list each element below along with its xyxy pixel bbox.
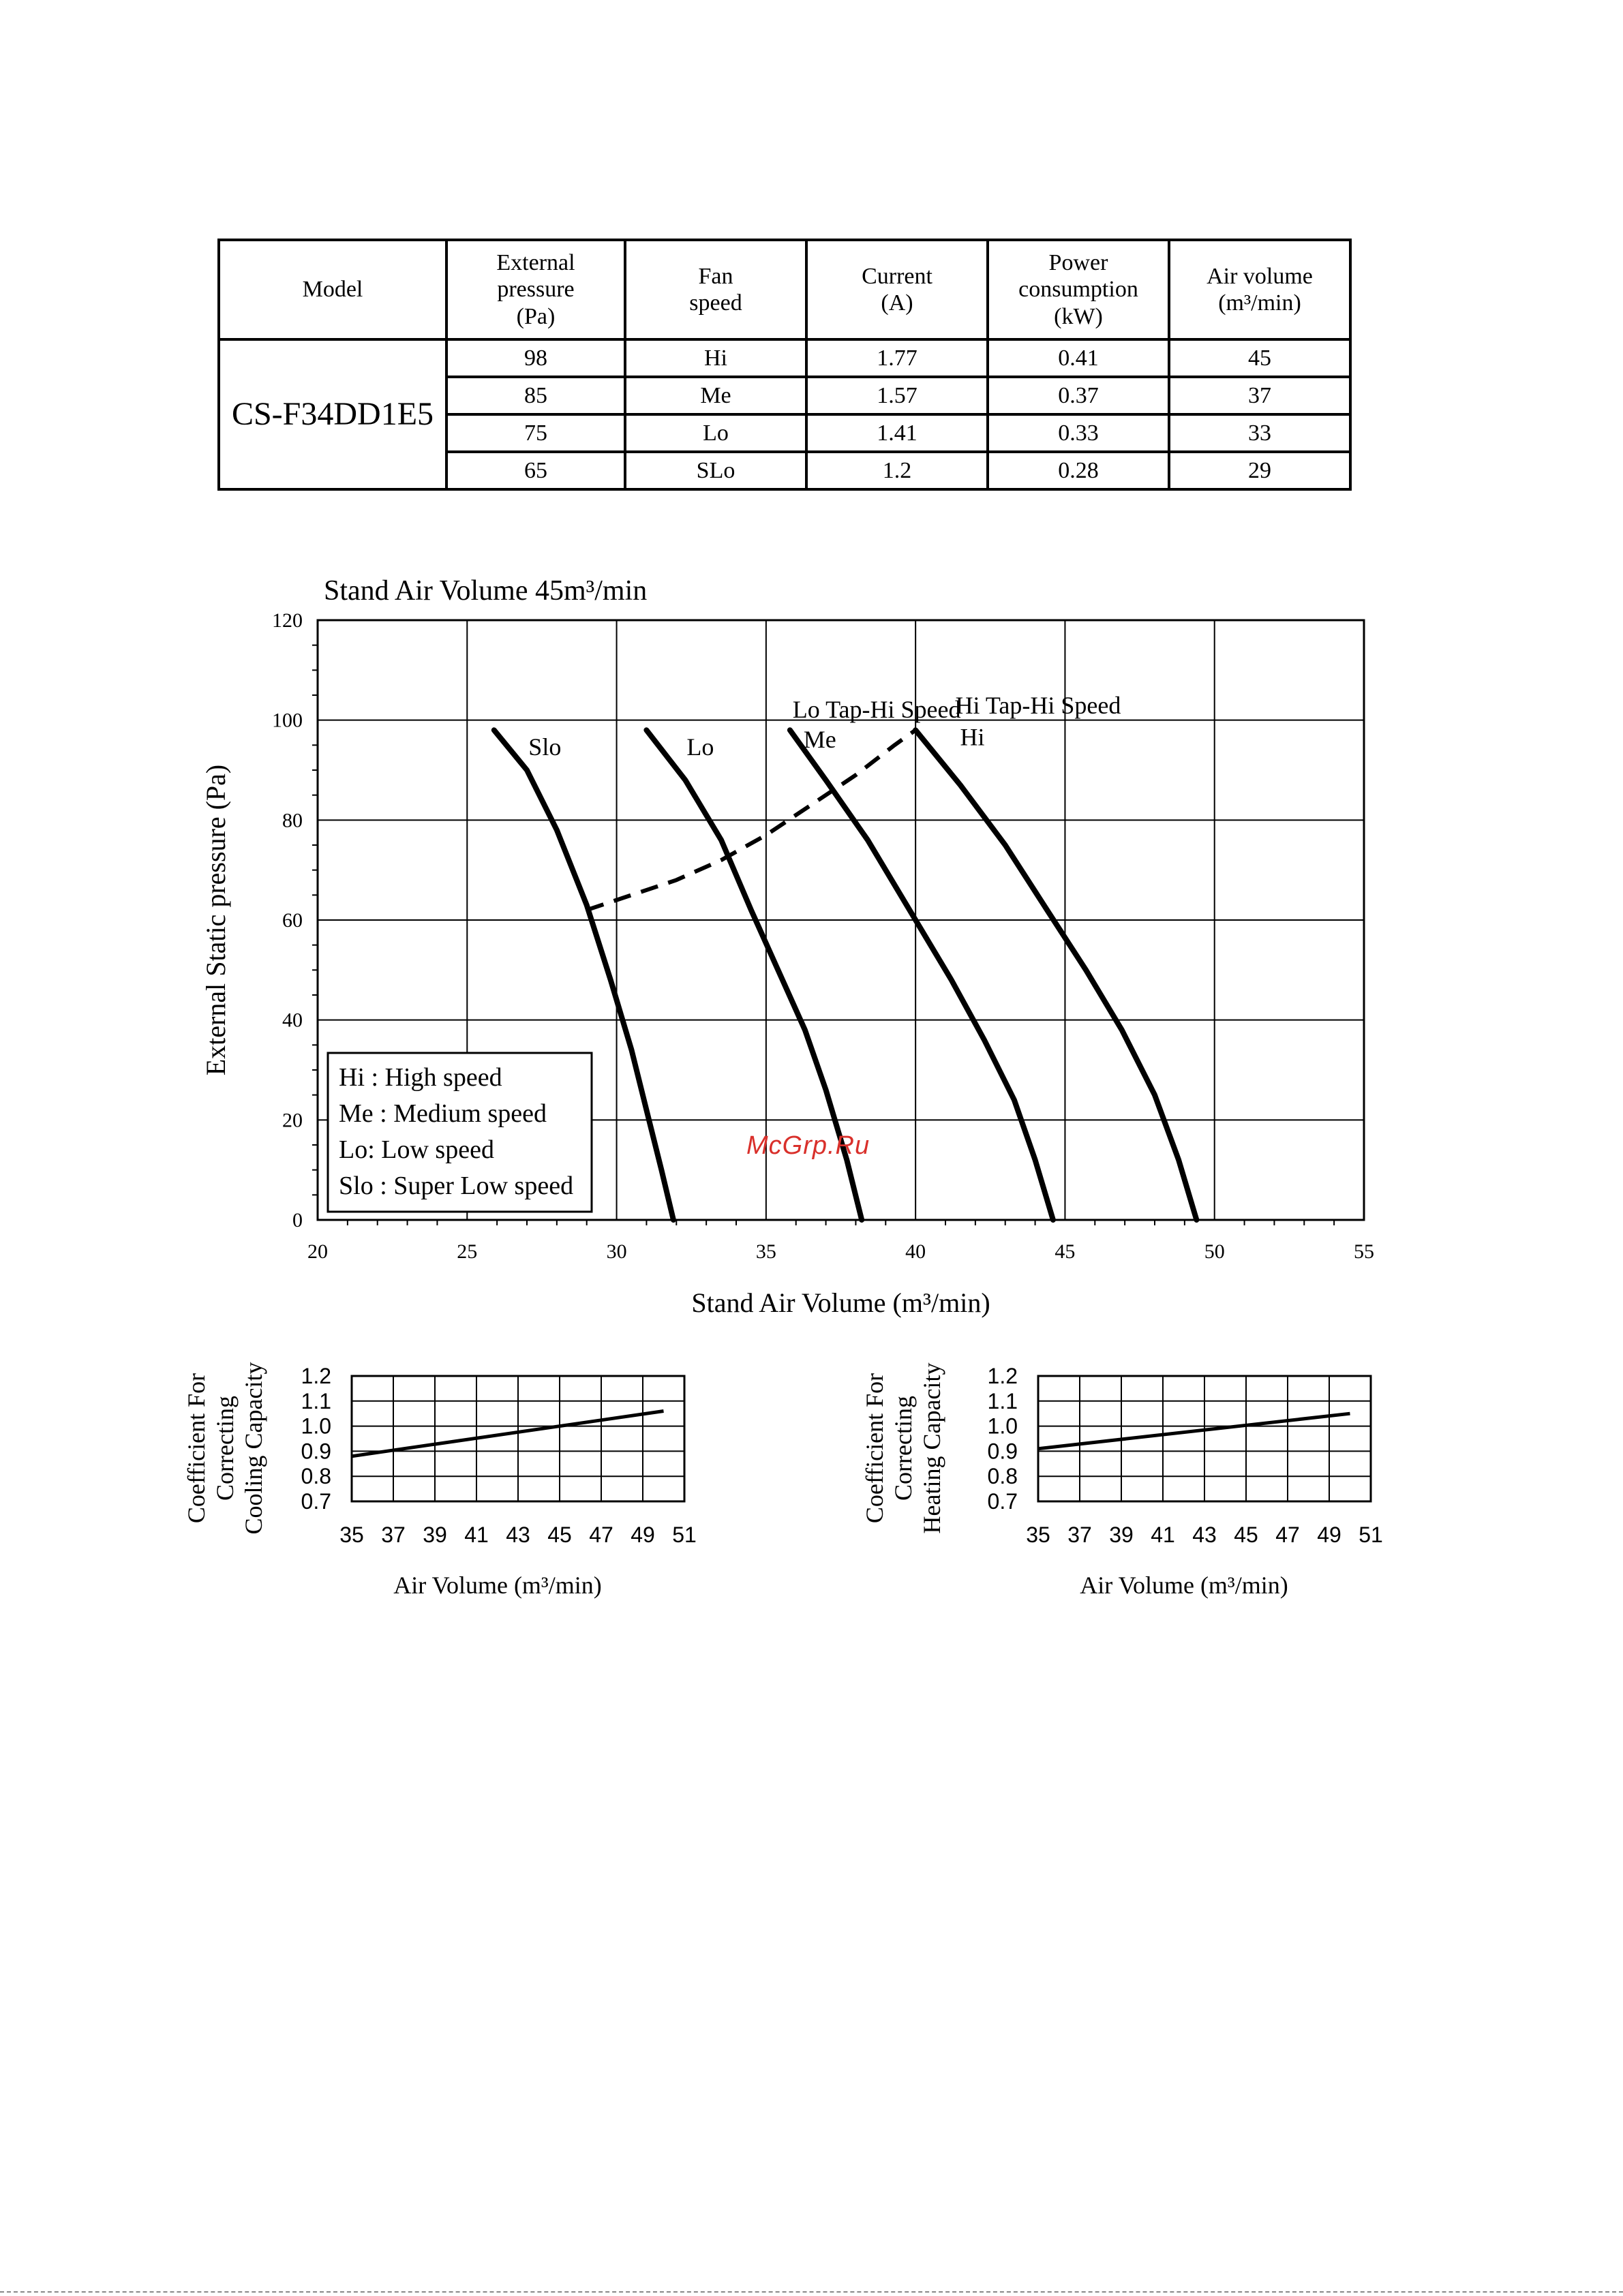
- y-tick-label: 0: [292, 1209, 303, 1231]
- x-tick-label: 37: [381, 1522, 406, 1547]
- legend-item: Me : Medium speed: [339, 1099, 547, 1128]
- page-edge-divider: [0, 2291, 1623, 2293]
- y-tick-label: 40: [282, 1009, 303, 1032]
- x-tick-label: 37: [1067, 1522, 1092, 1547]
- curve-annotation: Slo: [528, 733, 562, 761]
- header-current: Current (A): [806, 240, 988, 339]
- y-tick-label: 80: [282, 809, 303, 832]
- x-tick-label: 35: [1026, 1522, 1050, 1547]
- y-tick-label: 1.0: [987, 1413, 1018, 1439]
- header-air-volume: Air volume (m³/min): [1169, 240, 1350, 339]
- curve-annotation: Lo Tap-Hi Speed: [792, 696, 961, 723]
- y-tick-label: 1.0: [301, 1413, 331, 1439]
- y-tick-label: 20: [282, 1109, 303, 1132]
- x-tick-label: 43: [1192, 1522, 1217, 1547]
- cell-air-volume: 29: [1169, 452, 1350, 489]
- y-tick-label: 0.9: [987, 1439, 1018, 1464]
- y-tick-label: 1.1: [987, 1388, 1018, 1413]
- x-tick-label: 47: [589, 1522, 613, 1547]
- cell-fan-speed: SLo: [625, 452, 806, 489]
- cell-current: 1.41: [806, 414, 988, 452]
- x-tick-label: 45: [547, 1522, 572, 1547]
- cell-fan-speed: Me: [625, 377, 806, 414]
- x-tick-label: 51: [672, 1522, 697, 1547]
- x-tick-label: 39: [423, 1522, 447, 1547]
- x-tick-label: 35: [339, 1522, 364, 1547]
- y-axis-label-line: Correcting: [211, 1396, 239, 1501]
- x-tick-label: 39: [1109, 1522, 1134, 1547]
- y-tick-label: 0.8: [987, 1464, 1018, 1489]
- curve-annotation: Hi Tap-Hi Speed: [955, 692, 1121, 720]
- cell-fan-speed: Hi: [625, 339, 806, 377]
- x-tick-label: 41: [1151, 1522, 1175, 1547]
- curve-annotation: Lo: [686, 733, 714, 761]
- x-axis-label: Air Volume (m³/min): [393, 1572, 602, 1599]
- y-tick-label: 0.7: [301, 1489, 331, 1514]
- y-tick-label: 60: [282, 909, 303, 932]
- x-tick-label: 35: [755, 1240, 776, 1263]
- x-axis-label: Stand Air Volume (m³/min): [691, 1287, 990, 1318]
- x-tick-label: 45: [1055, 1240, 1076, 1263]
- curve-annotation: Hi: [960, 723, 985, 751]
- cell-air-volume: 37: [1169, 377, 1350, 414]
- cell-pressure: 65: [446, 452, 625, 489]
- y-axis-label-line: Cooling Capacity: [240, 1362, 267, 1535]
- cell-air-volume: 33: [1169, 414, 1350, 452]
- y-tick-label: 0.8: [301, 1464, 331, 1489]
- coefficient-line: [1038, 1413, 1350, 1449]
- y-axis-label: External Static pressure (Pa): [200, 764, 231, 1076]
- x-tick-label: 51: [1359, 1522, 1383, 1547]
- y-tick-label: 1.2: [987, 1364, 1018, 1388]
- header-external-pressure: External pressure (Pa): [446, 240, 625, 339]
- y-tick-label: 0.7: [987, 1489, 1018, 1514]
- curve-annotation: Me: [803, 726, 836, 753]
- y-axis-label-line: Coefficient For: [183, 1373, 210, 1524]
- cell-fan-speed: Lo: [625, 414, 806, 452]
- chart-title: Stand Air Volume 45m³/min: [324, 575, 648, 607]
- y-axis-label-line: Heating Capacity: [918, 1362, 945, 1534]
- x-tick-label: 20: [307, 1240, 328, 1263]
- x-tick-label: 49: [631, 1522, 655, 1547]
- x-tick-label: 45: [1234, 1522, 1258, 1547]
- cell-pressure: 85: [446, 377, 625, 414]
- cell-current: 1.2: [806, 452, 988, 489]
- header-power-consumption: Power consumption (kW): [988, 240, 1169, 339]
- y-tick-label: 120: [272, 609, 303, 632]
- legend-item: Slo : Super Low speed: [339, 1172, 574, 1200]
- x-tick-label: 41: [464, 1522, 489, 1547]
- cell-power: 0.33: [988, 414, 1169, 452]
- watermark: McGrp.Ru: [746, 1131, 870, 1160]
- y-axis-label-line: Correcting: [890, 1396, 917, 1501]
- y-axis-label-line: Coefficient For: [861, 1373, 888, 1524]
- cell-pressure: 98: [446, 339, 625, 377]
- y-tick-label: 1.1: [301, 1388, 331, 1413]
- x-tick-label: 30: [606, 1240, 627, 1263]
- y-tick-label: 100: [272, 709, 303, 732]
- x-axis-label: Air Volume (m³/min): [1080, 1572, 1288, 1599]
- cell-pressure: 75: [446, 414, 625, 452]
- x-tick-label: 50: [1204, 1240, 1225, 1263]
- x-tick-label: 43: [506, 1522, 530, 1547]
- header-model: Model: [219, 240, 446, 339]
- legend-item: Hi : High speed: [339, 1063, 502, 1092]
- header-fan-speed: Fan speed: [625, 240, 806, 339]
- cell-current: 1.57: [806, 377, 988, 414]
- y-tick-label: 1.2: [301, 1364, 331, 1388]
- cell-current: 1.77: [806, 339, 988, 377]
- y-tick-label: 0.9: [301, 1439, 331, 1464]
- legend-item: Lo: Low speed: [339, 1135, 494, 1164]
- cell-power: 0.37: [988, 377, 1169, 414]
- x-tick-label: 47: [1275, 1522, 1300, 1547]
- x-tick-label: 25: [457, 1240, 478, 1263]
- cell-air-volume: 45: [1169, 339, 1350, 377]
- cell-power: 0.28: [988, 452, 1169, 489]
- model-cell: CS-F34DD1E5: [219, 339, 446, 489]
- x-tick-label: 49: [1317, 1522, 1341, 1547]
- cell-power: 0.41: [988, 339, 1169, 377]
- x-tick-label: 40: [905, 1240, 926, 1263]
- x-tick-label: 55: [1354, 1240, 1374, 1263]
